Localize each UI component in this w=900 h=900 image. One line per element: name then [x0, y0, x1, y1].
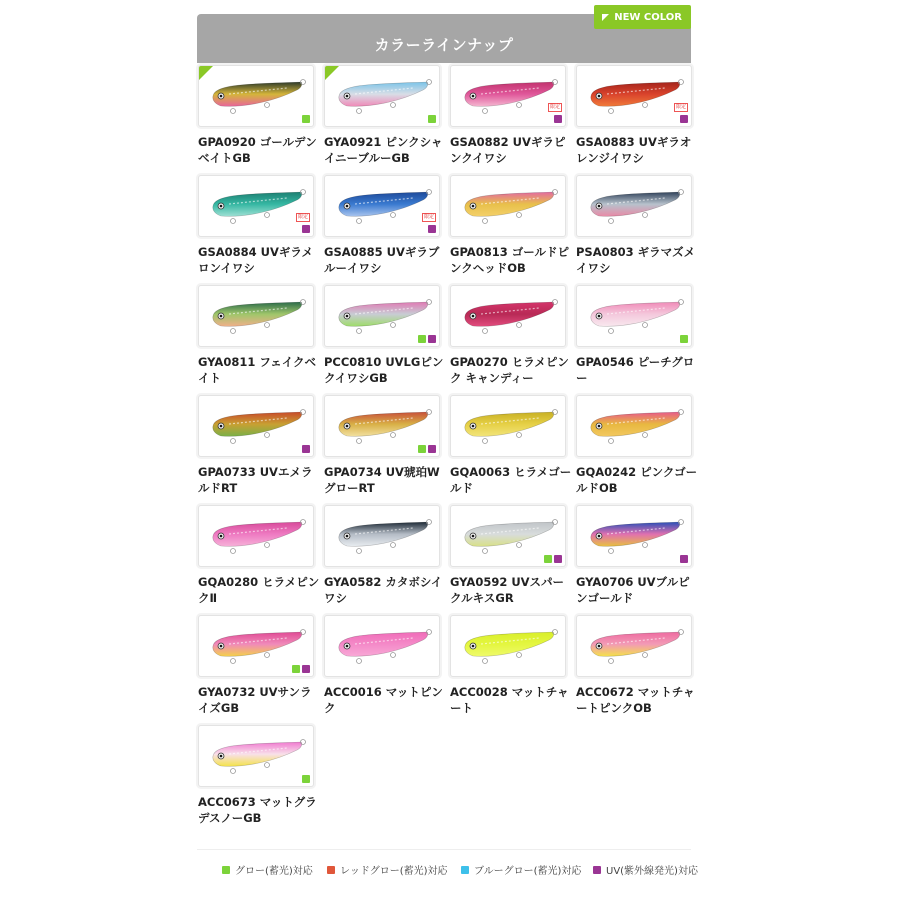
color-item[interactable]	[576, 615, 700, 719]
legend-item	[327, 862, 448, 877]
color-name: ACC0673 マットグラデスノーGB	[198, 795, 317, 825]
uv-badge-icon	[302, 225, 310, 233]
uv-badge-icon	[428, 335, 436, 343]
lure-thumbnail[interactable]	[450, 395, 566, 457]
lure-image	[459, 70, 559, 122]
lure-image	[333, 180, 433, 232]
lure-image	[207, 180, 307, 232]
color-name: GYA0582 カタボシイワシ	[324, 575, 443, 605]
lure-image	[585, 510, 685, 562]
color-item[interactable]	[324, 175, 448, 279]
lure-image	[207, 290, 307, 342]
color-item[interactable]	[450, 395, 574, 499]
lure-image	[585, 400, 685, 452]
lure-thumbnail[interactable]	[198, 65, 314, 127]
limited-badge: 限定	[549, 104, 560, 110]
lure-thumbnail[interactable]	[576, 65, 692, 127]
lure-thumbnail[interactable]	[198, 505, 314, 567]
lure-image	[585, 620, 685, 672]
color-item[interactable]	[576, 285, 700, 389]
lure-thumbnail[interactable]	[324, 65, 440, 127]
lure-thumbnail[interactable]	[198, 725, 314, 787]
uv-swatch-icon	[593, 866, 601, 874]
color-lineup-banner	[197, 11, 691, 63]
color-name: GPA0734 UV琥珀WグローRT	[324, 465, 440, 495]
lure-thumbnail[interactable]	[576, 175, 692, 237]
lure-image	[459, 620, 559, 672]
color-item[interactable]	[198, 285, 322, 389]
banner-title: カラーラインナップ	[374, 36, 514, 54]
color-name: GQA0280 ヒラメピンクⅡ	[198, 575, 320, 605]
legend-label: グロー(蓄光)対応	[235, 866, 313, 877]
color-name: GYA0732 UVサンライズGB	[198, 685, 312, 715]
lure-thumbnail[interactable]	[324, 395, 440, 457]
color-name: GSA0882 UVギラピンクイワシ	[450, 135, 566, 165]
new-flag-icon	[199, 66, 213, 80]
uv-badge-icon	[428, 225, 436, 233]
feature-badges	[418, 335, 436, 343]
lure-image	[585, 180, 685, 232]
lure-thumbnail[interactable]	[576, 615, 692, 677]
color-name: GSA0884 UVギラメロンイワシ	[198, 245, 314, 275]
lure-thumbnail[interactable]	[450, 285, 566, 347]
color-name: GPA0546 ピーチグロー	[576, 355, 695, 385]
feature-badges	[302, 775, 310, 783]
color-item[interactable]	[324, 505, 448, 609]
color-item[interactable]	[450, 65, 574, 169]
lure-thumbnail[interactable]	[450, 505, 566, 567]
color-item[interactable]	[198, 725, 322, 829]
legend-item	[222, 862, 313, 877]
lure-image	[585, 70, 685, 122]
lure-image	[333, 620, 433, 672]
lure-thumbnail[interactable]	[198, 395, 314, 457]
color-name: GYA0592 UVスパークルキスGR	[450, 575, 565, 605]
color-item[interactable]	[198, 65, 322, 169]
color-item[interactable]	[450, 505, 574, 609]
feature-badges	[680, 555, 688, 563]
color-name: ACC0016 マットピンク	[324, 685, 443, 715]
lure-image	[459, 290, 559, 342]
lure-image	[585, 290, 685, 342]
feature-badges	[302, 225, 310, 233]
color-name: GSA0885 UVギラブルーイワシ	[324, 245, 440, 275]
glow-badge-icon	[418, 445, 426, 453]
limited-badge: 限定	[423, 214, 434, 220]
legend-label: ブルーグロー(蓄光)対応	[474, 866, 582, 877]
feature-badges	[680, 115, 688, 123]
lure-image	[459, 180, 559, 232]
color-name: GQA0063 ヒラメゴールド	[450, 465, 572, 495]
color-name: GYA0921 ピンクシャイニーブルーGB	[324, 135, 443, 165]
limited-badge: 限定	[675, 104, 686, 110]
lure-thumbnail[interactable]	[450, 65, 566, 127]
color-name: GSA0883 UVギラオレンジイワシ	[576, 135, 692, 165]
glow-badge-icon	[544, 555, 552, 563]
red_glow-swatch-icon	[327, 866, 335, 874]
feature-badges	[302, 445, 310, 453]
lure-image	[207, 70, 307, 122]
color-name: GPA0733 UVエメラルドRT	[198, 465, 313, 495]
uv-badge-icon	[554, 555, 562, 563]
glow-badge-icon	[418, 335, 426, 343]
limited-badge: 限定	[297, 214, 308, 220]
lure-thumbnail[interactable]	[576, 395, 692, 457]
feature-badges	[544, 555, 562, 563]
lure-thumbnail[interactable]	[324, 285, 440, 347]
color-item[interactable]	[198, 395, 322, 499]
uv-badge-icon	[680, 115, 688, 123]
color-item[interactable]	[198, 505, 322, 609]
glow-badge-icon	[302, 115, 310, 123]
feature-badges	[680, 335, 688, 343]
legend-label: UV(紫外線発光)対応	[606, 866, 698, 877]
legend-item	[593, 862, 698, 877]
legend	[0, 862, 900, 880]
lure-thumbnail[interactable]	[450, 615, 566, 677]
glow-badge-icon	[680, 335, 688, 343]
lure-thumbnail[interactable]	[450, 175, 566, 237]
lure-image	[207, 400, 307, 452]
feature-badges	[554, 115, 562, 123]
uv-badge-icon	[302, 445, 310, 453]
lure-thumbnail[interactable]	[198, 175, 314, 237]
blue_glow-swatch-icon	[461, 866, 469, 874]
color-name: GYA0811 フェイクベイト	[198, 355, 317, 385]
color-name: PCC0810 UVLGピンクイワシGB	[324, 355, 444, 385]
new-color-label: NEW COLOR	[614, 11, 682, 23]
legend-divider	[197, 849, 691, 850]
color-name: GYA0706 UVブルピンゴールド	[576, 575, 690, 605]
color-name: GPA0270 ヒラメピンク キャンディー	[450, 355, 569, 385]
feature-badges	[428, 115, 436, 123]
lure-thumbnail[interactable]	[324, 615, 440, 677]
uv-badge-icon	[680, 555, 688, 563]
color-name: ACC0672 マットチャートピンクOB	[576, 685, 695, 715]
uv-badge-icon	[428, 445, 436, 453]
color-item[interactable]	[576, 395, 700, 499]
glow-badge-icon	[292, 665, 300, 673]
color-item[interactable]	[450, 285, 574, 389]
color-item[interactable]	[576, 505, 700, 609]
glow-badge-icon	[302, 775, 310, 783]
lure-thumbnail[interactable]	[576, 505, 692, 567]
color-item[interactable]	[324, 615, 448, 719]
color-item[interactable]	[450, 615, 574, 719]
uv-badge-icon	[302, 665, 310, 673]
color-name: GPA0813 ゴールドピンクヘッドOB	[450, 245, 569, 275]
new-color-tag	[594, 5, 691, 29]
lure-image	[207, 510, 307, 562]
color-name: ACC0028 マットチャート	[450, 685, 569, 715]
lure-thumbnail[interactable]	[576, 285, 692, 347]
glow-swatch-icon	[222, 866, 230, 874]
color-item[interactable]	[198, 615, 322, 719]
color-item[interactable]	[198, 175, 322, 279]
color-item[interactable]	[324, 285, 448, 389]
color-item[interactable]	[450, 175, 574, 279]
lure-thumbnail[interactable]	[324, 175, 440, 237]
lure-image	[207, 730, 307, 782]
feature-badges	[302, 115, 310, 123]
new-flag-icon	[325, 66, 339, 80]
feature-badges	[418, 445, 436, 453]
color-name: GQA0242 ピンクゴールドOB	[576, 465, 698, 495]
lure-image	[333, 510, 433, 562]
feature-badges	[428, 225, 436, 233]
color-item[interactable]	[576, 175, 700, 279]
lure-image	[459, 400, 559, 452]
lure-thumbnail[interactable]	[198, 615, 314, 677]
corner-flag-icon	[602, 14, 609, 21]
legend-item	[461, 862, 581, 877]
lure-thumbnail[interactable]	[324, 505, 440, 567]
lure-thumbnail[interactable]	[198, 285, 314, 347]
uv-badge-icon	[554, 115, 562, 123]
color-name: PSA0803 ギラマズメイワシ	[576, 245, 696, 275]
glow-badge-icon	[428, 115, 436, 123]
color-name: GPA0920 ゴールデンベイトGB	[198, 135, 317, 165]
color-item[interactable]	[576, 65, 700, 169]
legend-label: レッドグロー(蓄光)対応	[340, 866, 448, 877]
color-item[interactable]	[324, 395, 448, 499]
feature-badges	[292, 665, 310, 673]
color-item[interactable]	[324, 65, 448, 169]
lure-image	[333, 70, 433, 122]
